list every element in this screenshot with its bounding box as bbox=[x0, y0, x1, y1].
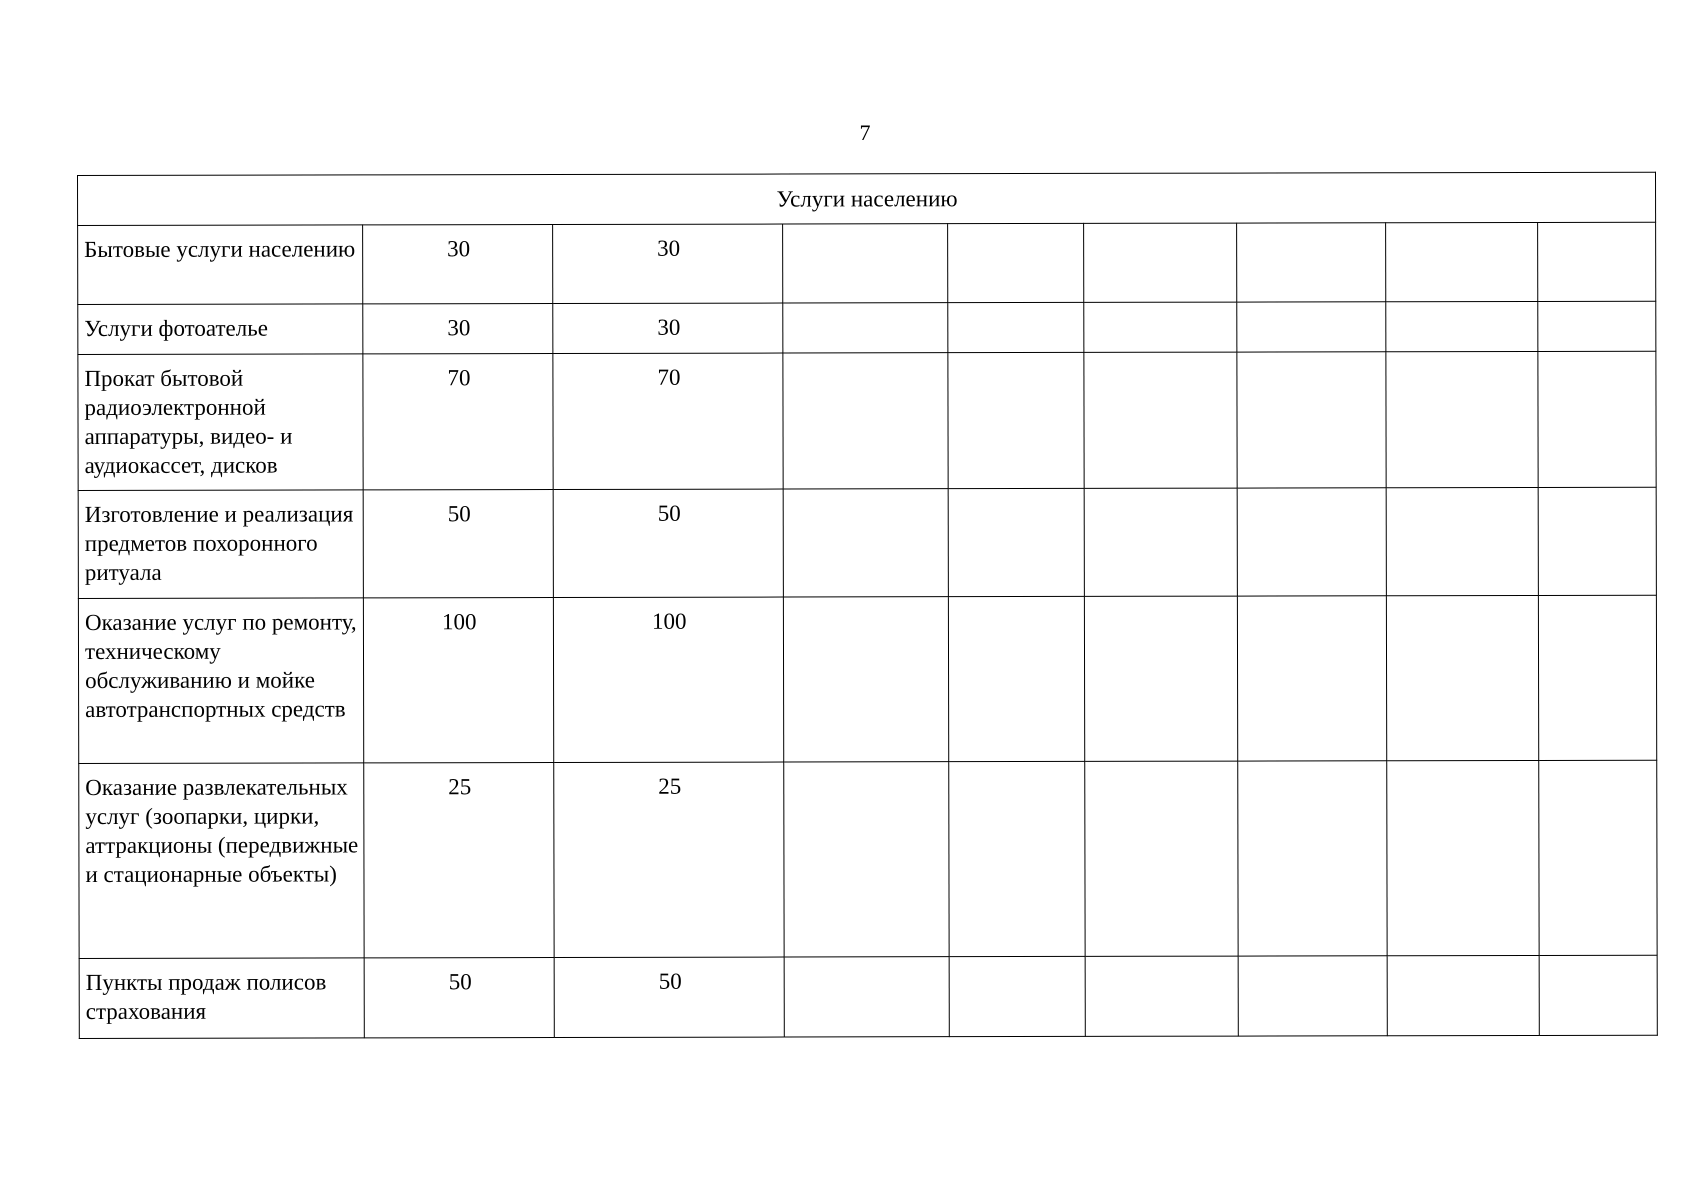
table-row bbox=[78, 222, 1656, 304]
service-name: Услуги фотоателье bbox=[78, 304, 363, 355]
table-row bbox=[78, 595, 1656, 763]
empty-cell bbox=[783, 224, 948, 303]
empty-cell bbox=[1539, 955, 1657, 1035]
table-row bbox=[79, 955, 1657, 1038]
empty-cell bbox=[1386, 595, 1538, 760]
service-name: Оказание услуг по ремонту, техническому обслуживанию и мойке автотранспортных средств bbox=[78, 598, 363, 764]
empty-cell bbox=[1085, 956, 1238, 1036]
table-row bbox=[78, 301, 1656, 354]
service-name: Изготовление и реализация предметов похоронного ритуала bbox=[78, 490, 363, 599]
empty-cell bbox=[1538, 222, 1656, 301]
empty-cell bbox=[783, 489, 948, 597]
section-header-row bbox=[78, 172, 1656, 225]
empty-cell bbox=[1538, 595, 1656, 760]
empty-cell bbox=[1387, 955, 1539, 1035]
value-cell: 30 bbox=[553, 303, 783, 353]
empty-cell bbox=[1386, 222, 1538, 301]
empty-cell bbox=[783, 353, 948, 489]
service-name: Бытовые услуги населению bbox=[78, 225, 363, 305]
empty-cell bbox=[1084, 223, 1237, 302]
empty-cell bbox=[1085, 761, 1238, 956]
value-cell: 70 bbox=[363, 354, 553, 490]
empty-cell bbox=[948, 596, 1084, 761]
page-number: 7 bbox=[859, 120, 871, 145]
value-cell: 25 bbox=[364, 763, 554, 958]
empty-cell bbox=[949, 956, 1085, 1036]
empty-cell bbox=[1237, 223, 1386, 302]
value-cell: 25 bbox=[554, 762, 784, 957]
empty-cell bbox=[783, 303, 948, 353]
empty-cell bbox=[1538, 301, 1656, 351]
empty-cell bbox=[948, 488, 1084, 596]
empty-cell bbox=[784, 957, 949, 1037]
service-name: Прокат бытовой радиоэлектронной аппаратуры, видео- и аудиокассет, дисков bbox=[78, 354, 363, 491]
empty-cell bbox=[1386, 351, 1538, 487]
empty-cell bbox=[948, 302, 1084, 352]
empty-cell bbox=[1386, 301, 1538, 351]
empty-cell bbox=[1539, 760, 1658, 955]
empty-cell bbox=[1387, 760, 1539, 955]
empty-cell bbox=[1237, 488, 1386, 596]
value-cell: 50 bbox=[363, 490, 553, 598]
empty-cell bbox=[1237, 596, 1386, 761]
section-title: Услуги населению bbox=[78, 172, 1656, 225]
empty-cell bbox=[1237, 302, 1386, 352]
service-name: Оказание развлекательных услуг (зоопарки, цирки, аттракционы (передвижные и стационарные объекты) bbox=[79, 763, 364, 959]
empty-cell bbox=[1538, 351, 1656, 487]
empty-cell bbox=[1238, 956, 1387, 1036]
empty-cell bbox=[783, 597, 948, 762]
value-cell: 50 bbox=[364, 958, 554, 1038]
value-cell: 100 bbox=[363, 598, 553, 763]
value-cell: 30 bbox=[363, 304, 553, 354]
value-cell: 50 bbox=[553, 489, 783, 597]
value-cell: 50 bbox=[554, 957, 784, 1037]
table-row bbox=[78, 351, 1656, 490]
empty-cell bbox=[1538, 487, 1656, 595]
table-row bbox=[79, 760, 1658, 958]
empty-cell bbox=[1084, 302, 1237, 352]
value-cell: 70 bbox=[553, 353, 783, 489]
value-cell: 30 bbox=[553, 224, 783, 303]
services-table bbox=[77, 172, 1658, 1039]
empty-cell bbox=[1084, 352, 1237, 488]
empty-cell bbox=[1084, 596, 1237, 761]
empty-cell bbox=[948, 352, 1084, 488]
empty-cell bbox=[1084, 488, 1237, 596]
empty-cell bbox=[1237, 352, 1386, 488]
empty-cell bbox=[948, 223, 1084, 302]
value-cell: 100 bbox=[553, 597, 783, 762]
empty-cell bbox=[1238, 761, 1387, 956]
service-name: Пункты продаж полисов страхования bbox=[79, 958, 364, 1039]
value-cell: 30 bbox=[363, 225, 553, 304]
table-row bbox=[78, 487, 1656, 598]
empty-cell bbox=[949, 761, 1085, 956]
empty-cell bbox=[1386, 487, 1538, 595]
empty-cell bbox=[784, 762, 949, 957]
